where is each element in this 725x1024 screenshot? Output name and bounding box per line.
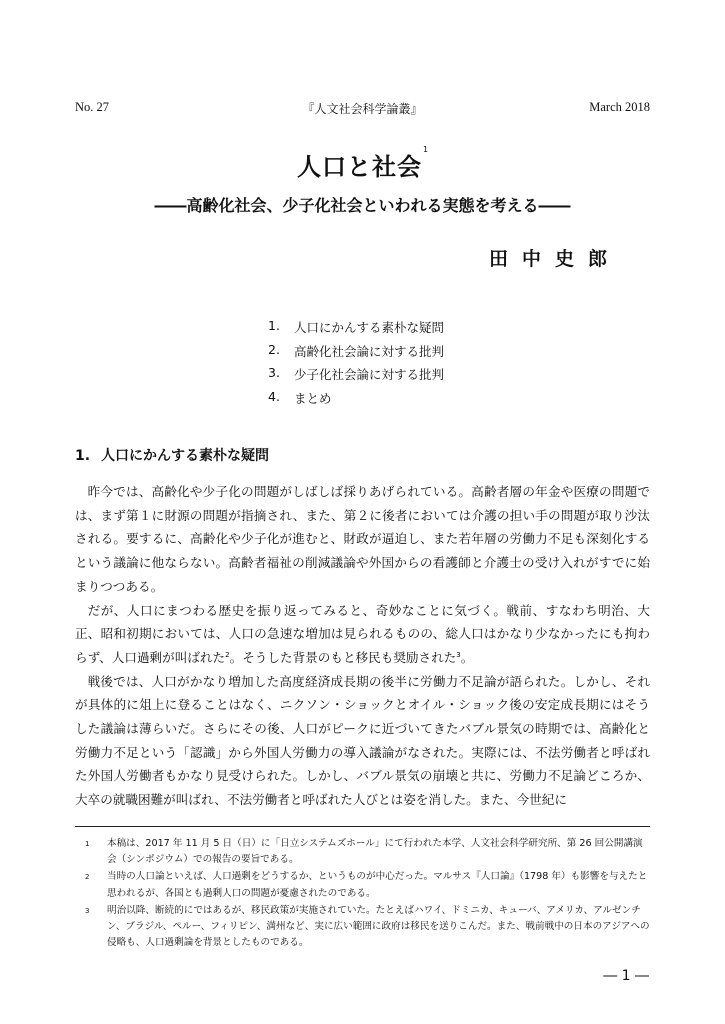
toc-label: まとめ bbox=[294, 390, 332, 406]
paper-title bbox=[0, 147, 725, 182]
footnote bbox=[85, 903, 650, 952]
paper-subtitle: ――高齢化社会、少子化社会といわれる実態を考える―― bbox=[154, 196, 571, 215]
section-heading bbox=[75, 445, 269, 465]
toc-item bbox=[268, 365, 444, 389]
issue-number: No. 27 bbox=[75, 100, 110, 114]
paragraph bbox=[75, 480, 650, 599]
section-number: 1. bbox=[75, 448, 91, 464]
toc-item bbox=[268, 318, 444, 342]
issue-date: March 2018 bbox=[589, 100, 650, 114]
running-header bbox=[75, 100, 650, 120]
footnote-text: 当時の人口論といえば、人口過剰をどうするか、というものが中心だった。マルサス『人口論』（1798 年）も影響を与えたと思われるが、各国とも過剰人口の問題が憂慮されたのである。 bbox=[107, 871, 648, 899]
footnote-mark: 1 bbox=[85, 840, 90, 848]
toc-number: 2. bbox=[268, 341, 280, 357]
table-of-contents bbox=[268, 318, 444, 412]
footnote-ref[interactable]: 3 bbox=[456, 650, 461, 659]
footnotes bbox=[85, 836, 650, 952]
page-number: ― 1 ― bbox=[603, 968, 649, 984]
paragraph bbox=[75, 670, 650, 812]
footnote-divider bbox=[75, 826, 650, 827]
paragraph-text: 。そうした背景のもと移民も奨励された bbox=[229, 649, 457, 665]
paragraph-text: だが、人口にまつわる歴史を振り返ってみると、奇妙なことに気づく。戦前、すなわち明治、大正、昭和初期においては、人口の急速な増加は見られるものの、総人口はかなり少なかったにも拘わらず、人口過剰が叫ばれた bbox=[75, 602, 650, 665]
footnote-ref[interactable]: 2 bbox=[225, 650, 230, 659]
footnote-mark: 3 bbox=[85, 906, 90, 915]
section-title: 人口にかんする素朴な疑問 bbox=[101, 448, 269, 464]
footnote-mark: 2 bbox=[85, 873, 90, 882]
paragraph-text: 。 bbox=[460, 649, 474, 665]
author-name: 田中史郎 bbox=[488, 248, 621, 270]
title-text: 人口と社会 bbox=[296, 153, 422, 181]
toc-label: 少子化社会論に対する批判 bbox=[294, 367, 445, 382]
toc-label: 人口にかんする素朴な疑問 bbox=[294, 320, 445, 335]
footnote-text: 明治以降、断続的にではあるが、移民政策が実施されていた。たとえばハワイ、ドミニカ、キューバ、アメリカ、アルゼンチン、ブラジル、ペルー、フィリピン、満州など、実に広い範囲に政府は移民を送りこんだ。また、戦前戦中の日本のアジアへの侵略も、人口過剰論を背景としたものである。 bbox=[107, 904, 650, 949]
paragraph bbox=[75, 599, 650, 670]
footnote bbox=[85, 836, 650, 868]
paragraph-text: 昨今では、高齢化や少子化の問題がしばしば採りあげられている。高齢者層の年金や医療の問題では、まず第１に財源の問題が指摘され、また、第２に後者においては介護の担い手の問題が取り沙汰される。要するに、高齢化や少子化が進むと、財政が逼迫し、また若年層の労働力不足も深刻化するという議論に他ならない。高齢者福祉の削減議論や外国からの看護師と介護士の受け入れがすでに始まりつつある。 bbox=[75, 484, 650, 594]
toc-number: 3. bbox=[268, 365, 280, 380]
toc-label: 高齢化社会論に対する批判 bbox=[294, 343, 445, 359]
toc-item bbox=[268, 389, 444, 413]
toc-number: 4. bbox=[268, 388, 280, 404]
footnote bbox=[85, 869, 650, 901]
journal-name: 『人文社会科学論叢』 bbox=[302, 102, 423, 116]
title-footnote-mark: 1 bbox=[422, 145, 430, 154]
body-text bbox=[75, 480, 650, 812]
toc-number: 1. bbox=[268, 318, 280, 333]
paragraph-text: 戦後では、人口がかなり増加した高度経済成長期の後半に労働力不足論が語られた。しかし、それが具体的に俎上に登ることはなく、ニクソン・ショックとオイル・ショック後の安定成長期にはそうした議論は薄らいだ。さらにその後、人口がピークに近づいてきたバブル景気の時期では、高齢化と労働力不足という「認識」から外国人労働力の導入議論がなされた。実際には、不法労働者と呼ばれた外国人労働者もかなり見受けられた。しかし、バブル景気の崩壊と共に、労働力不足論どころか、大卒の就職困難が叫ばれ、不法労働者と呼ばれた人びとは姿を消した。また、今世紀に bbox=[75, 673, 651, 808]
footnote-text: 本稿は、2017 年 11 月 5 日（日）に「日立システムズホール」にて行われた本学、人文社会科学研究所、第 26 回公開講演会（シンポジウム）での報告の要旨である。 bbox=[107, 838, 643, 866]
toc-item bbox=[268, 342, 444, 366]
